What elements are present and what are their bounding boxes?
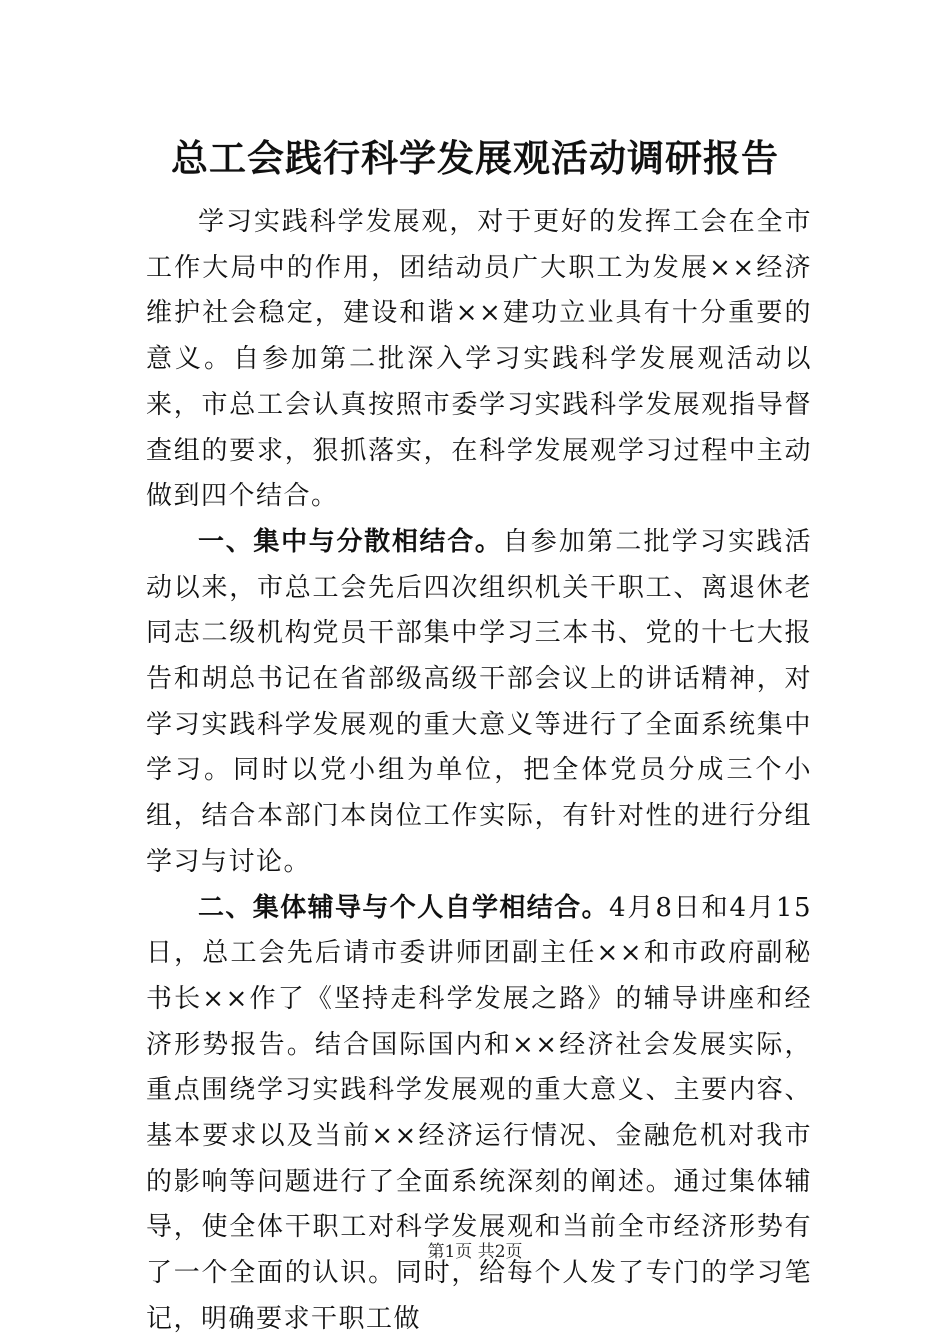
paragraph-text: 自参加第二批学习实践活动以来，市总工会先后四次组织机关干职工、离退休老同志二级机构党员干部集中学习三本书、党的十七大报告和胡总书记在省部级高级干部会议上的讲话精神，对学习实践科学发展观的重大意义等进行了全面系统集中学习。同时以党小组为单位，把全体党员分成三个小组，结合本部门本岗位工作实际，有针对性的进行分组学习与讨论。 [146, 526, 812, 877]
document-title: 总工会践行科学发展观活动调研报告 [171, 136, 779, 180]
page-number-footer: 第1页 共2页 [427, 1242, 523, 1262]
paragraph-text: 学习实践科学发展观，对于更好的发挥工会在全市工作大局中的作用，团结动员广大职工为发展××经济维护社会稳定，建设和谐××建功立业具有十分重要的意义。自参加第二批深入学习实践科学发展观活动以来，市总工会认真按照市委学习实践科学发展观指导督查组的要求，狠抓落实，在科学发展观学习过程中主动做到四个结合。 [146, 207, 812, 512]
paragraph-section-2 [146, 886, 812, 1343]
section-heading: 二、集体辅导与个人自学相结合。 [198, 892, 609, 923]
paragraph-section-1 [146, 520, 812, 886]
paragraph-text: 4月8日和4月15日，总工会先后请市委讲师团副主任××和市政府副秘书长××作了《坚持走科学发展之路》的辅导讲座和经济形势报告。结合国际国内和××经济社会发展实际，重点围绕学习实践科学发展观的重大意义、主要内容、基本要求以及当前××经济运行情况、金融危机对我市的影响等问题进行了全面系统深刻的阐述。通过集体辅导，使全体干职工对科学发展观和当前全市经济形势有了一个全面的认识。同时，给每个人发了专门的学习笔记，明确要求干职工做 [146, 892, 812, 1334]
document-body [146, 200, 812, 1343]
section-heading: 一、集中与分散相结合。 [198, 526, 503, 557]
paragraph-intro [146, 200, 812, 520]
